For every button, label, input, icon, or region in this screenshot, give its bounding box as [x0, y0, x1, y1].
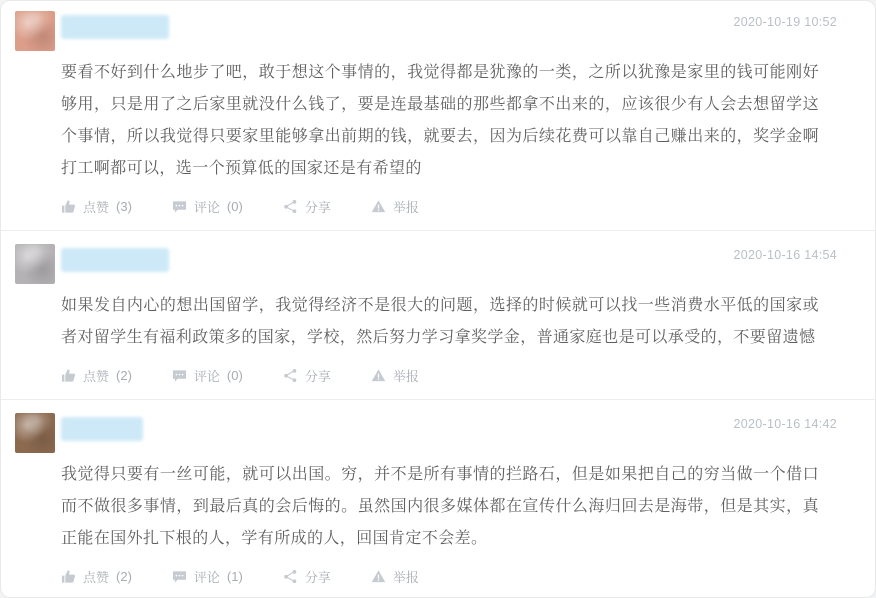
report-button[interactable]: [371, 366, 419, 385]
share-button[interactable]: [283, 366, 331, 385]
comment-label: 评论: [193, 200, 220, 215]
like-button[interactable]: [61, 197, 132, 216]
like-label: 点赞: [83, 200, 110, 215]
share-nodes-icon: [283, 199, 298, 214]
like-button[interactable]: [61, 567, 132, 586]
comment-button[interactable]: [172, 366, 243, 385]
action-bar: [61, 197, 819, 216]
username-blurred[interactable]: [61, 15, 169, 39]
comment-header: [15, 11, 837, 53]
username-blurred[interactable]: [61, 248, 169, 272]
comment-text: 我觉得只要有一丝可能，就可以出国。穷，并不是所有事情的拦路石，但是如果把自己的穷当做一个借口而不做很多事情，到最后真的会后悔的。虽然国内很多媒体都在宣传什么海归回去是海带，但是其实，真正能在国外扎下根的人，学有所成的人，回国肯定不会差。: [61, 466, 819, 547]
thumbs-up-icon: [61, 199, 76, 214]
avatar[interactable]: [15, 244, 55, 284]
comment-item: [1, 1, 875, 230]
avatar-blur-overlay: [15, 244, 55, 284]
username-blurred[interactable]: [61, 417, 143, 441]
timestamp: 2020-10-19 10:52: [733, 15, 837, 29]
comment-label: 评论: [193, 570, 220, 585]
report-label: 举报: [392, 570, 419, 585]
speech-bubble-icon: [172, 569, 187, 584]
thumbs-up-icon: [61, 368, 76, 383]
speech-bubble-icon: [172, 368, 187, 383]
comment-label: 评论: [193, 369, 220, 384]
comment-text: 要看不好到什么地步了吧，敢于想这个事情的，我觉得都是犹豫的一类，之所以犹豫是家里的钱可能刚好够用，只是用了之后家里就没什么钱了，要是连最基础的那些都拿不出来的，应该很少有人会去想留学这个事情，所以我觉得只要家里能够拿出前期的钱，就要去，因为后续花费可以靠自己赚出来的，奖学金啊打工啊都可以，选一个预算低的国家还是有希望的: [61, 64, 819, 177]
like-count: (2): [116, 569, 132, 584]
like-label: 点赞: [83, 570, 110, 585]
comment-item: [1, 399, 875, 598]
avatar-blur-overlay: [15, 11, 55, 51]
comment-button[interactable]: [172, 567, 243, 586]
like-button[interactable]: [61, 366, 132, 385]
action-bar: [61, 567, 819, 586]
like-label: 点赞: [83, 369, 110, 384]
share-nodes-icon: [283, 368, 298, 383]
action-bar: [61, 366, 819, 385]
like-count: (3): [116, 199, 132, 214]
warning-triangle-icon: [371, 569, 386, 584]
comment-header: [15, 244, 837, 286]
thumbs-up-icon: [61, 569, 76, 584]
comment-button[interactable]: [172, 197, 243, 216]
comment-count: (1): [226, 569, 243, 584]
share-label: 分享: [304, 200, 331, 215]
report-label: 举报: [392, 200, 419, 215]
share-button[interactable]: [283, 567, 331, 586]
comment-count: (0): [226, 199, 243, 214]
warning-triangle-icon: [371, 368, 386, 383]
comment-header: [15, 413, 837, 455]
share-nodes-icon: [283, 569, 298, 584]
like-count: (2): [116, 368, 132, 383]
share-label: 分享: [304, 570, 331, 585]
speech-bubble-icon: [172, 199, 187, 214]
share-label: 分享: [304, 369, 331, 384]
report-button[interactable]: [371, 197, 419, 216]
timestamp: 2020-10-16 14:42: [733, 417, 837, 431]
share-button[interactable]: [283, 197, 331, 216]
comment-count: (0): [226, 368, 243, 383]
report-button[interactable]: [371, 567, 419, 586]
timestamp: 2020-10-16 14:54: [733, 248, 837, 262]
avatar-blur-overlay: [15, 413, 55, 453]
avatar[interactable]: [15, 413, 55, 453]
comment-item: [1, 230, 875, 399]
comment-text: 如果发自内心的想出国留学，我觉得经济不是很大的问题，选择的时候就可以找一些消费水平低的国家或者对留学生有福利政策多的国家，学校，然后努力学习拿奖学金，普通家庭也是可以承受的，不要留遗憾: [61, 297, 819, 346]
avatar[interactable]: [15, 11, 55, 51]
report-label: 举报: [392, 369, 419, 384]
warning-triangle-icon: [371, 199, 386, 214]
